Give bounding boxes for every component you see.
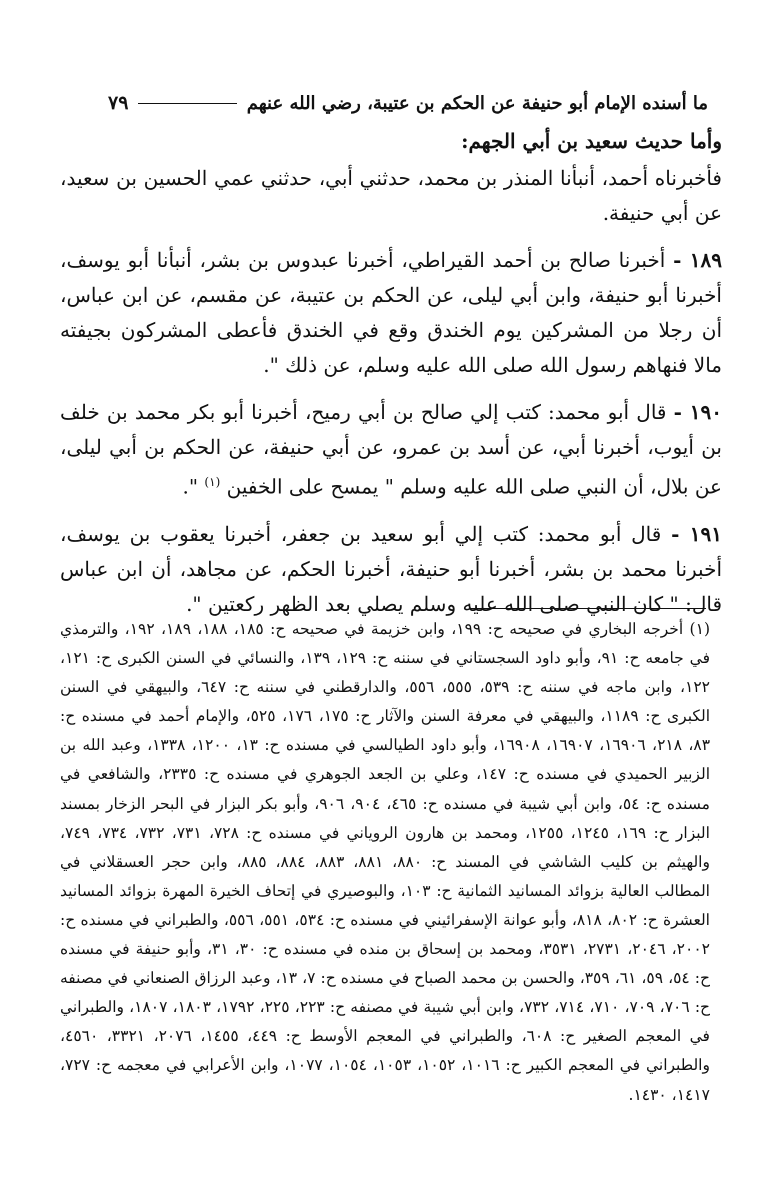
- footnote-section: [60, 615, 710, 1110]
- hadith-189: [60, 243, 722, 383]
- hadith-number: ١٨٩ -: [673, 248, 723, 272]
- footnote-text: (١) أخرجه البخاري في صحيحه ح: ١٩٩، وابن خزيمة في صحيحه ح: ١٨٥، ١٨٨، ١٨٩، ١٩٢، والترمذي في جامعه ح: ٩١، وأبو داود السجستاني في سننه ح: ١٢٩، ١٣٩، والنسائي في السنن الكبرى ح: ١٢١، ١٢٢، وابن ماجه في سننه ح: ٥٣٩، ٥٥٥، ٥٥٦، والدارقطني في سننه ح: ٦٤٧، والبيهقي في السنن الكبرى ح: ١١٨٩، والبيهقي في معرفة السنن والآثار ح: ١٧٥، ١٧٦، ٥٢٥، والإمام أحمد في مسنده ح: ٨٣، ٢١٨، ١٦٩٠٦، ١٦٩٠٧، ١٦٩٠٨، وأبو داود الطيالسي في مسنده ح: ١٣، ١٢٠٠، ١٣٣٨، وعبد الله بن الزبير الحميدي في مسنده ح: ١٤٧، وعلي بن الجعد الجوهري في مسنده ح: ٢٣٣٥، والشافعي في مسنده ح: ٥٤، وابن أبي شيبة في مسنده ح: ٤٦٥، ٩٠٤، ٩٠٦، وأبو بكر البزار في البحر الزخار بمسند البزار ح: ١٦٩، ١٢٤٥، ١٢٥٥، ومحمد بن هارون الروياني في مسنده ح: ٧٢٨، ٧٣١، ٧٣٢، ٧٣٤، ٧٤٩، والهيثم بن كليب الشاشي في المسند ح: ٨٨٠، ٨٨١، ٨٨٣، ٨٨٤، ٨٨٥، وابن حجر العسقلاني في المطالب العالية بزوائد المسانيد الثمانية ح: ١٠٣، والبوصيري في إتحاف الخيرة المهرة بزوائد المسانيد العشرة ح: ٨٠٢، ٨١٨، وأبو عوانة الإسفرائيني في مسنده ح: ٥٣٤، ٥٥١، ٥٥٦، والطبراني في مسنده ح: ٢٠٠٢، ٢٠٤٦، ٢٧٣١، ٣٥٣١، ومحمد بن إسحاق بن منده في مسنده ح: ٣٠، ٣١، وأبو حنيفة في مسنده ح: ٥٤، ٥٩، ٦١، ٣٥٩، والحسن بن محمد الصباح في مسنده ح: ٧، ١٣، وعبد الرزاق الصنعاني في مصنفه ح: ٧٠٦، ٧٠٩، ٧١٠، ٧١٤، ٧٣٢، وابن أبي شيبة في مصنفه ح: ٢٢٣، ٢٢٥، ١٧٩٢، ١٨٠٣، ١٨٠٧، والطبراني في المعجم الصغير ح: ٦٠٨، والطبراني في المعجم الأوسط ح: ٤٤٩، ١٤٥٥، ٢٠٧٦، ٣٣٢١، ٤٥٦٠، والطبراني في المعجم الكبير ح: ١٠١٦، ١٠٥٢، ١٠٥٣، ١٠٥٤، ١٠٧٧، وابن الأعرابي في معجمه ح: ٧٢٧، ١٤١٧، ١٤٣٠.: [60, 620, 711, 1104]
- footnote-ref[interactable]: (١): [204, 475, 221, 489]
- header-rule: [138, 103, 236, 104]
- hadith-text: أخبرنا صالح بن أحمد القيراطي، أخبرنا عبدوس بن بشر، أنبأنا أبو يوسف، أخبرنا أبو حنيفة، وابن أبي ليلى، عن الحكم بن عتيبة، عن مقسم، عن ابن عباس، أن رجلا من المشركين يوم الخندق وقع في الخندق فأعطى المشركون بجيفته مالا فنهاهم رسول الله صلى الله عليه وسلم، عن ذلك ".: [60, 248, 722, 377]
- main-text: [60, 124, 722, 634]
- hadith-number: ١٩٠ -: [673, 400, 722, 424]
- hadith-text-end: ".: [182, 474, 199, 499]
- running-title: ما أسنده الإمام أبو حنيفة عن الحكم بن عتيبة، رضي الله عنهم: [246, 92, 708, 114]
- footnote-divider: [470, 608, 706, 609]
- running-header: [108, 88, 708, 118]
- hadith-text: قال أبو محمد: كتب إلي أبو سعيد بن جعفر، أخبرنا يعقوب بن يوسف، أخبرنا محمد بن بشر، أخبرنا أبو حنيفة، أخبرنا الحكم، عن مجاهد، أن ابن عباس قال: " كان النبي صلى الله عليه وسلم يصلي بعد الظهر ركعتين ".: [60, 521, 723, 616]
- page-number: ٧٩: [108, 92, 129, 114]
- hadith-number: ١٩١ -: [671, 521, 723, 546]
- hadith-191: [60, 517, 722, 622]
- section-subheading: وأما حديث سعيد بن أبي الجهم:: [461, 129, 722, 153]
- hadith-text: قال أبو محمد: كتب إلي صالح بن أبي رميح، أخبرنا أبو بكر محمد بن خلف بن أيوب، أخبرنا أبي، عن أسد بن عمرو، عن أبي حنيفة، عن الحكم بن أبي ليلى، عن بلال، أن النبي صلى الله عليه وسلم " يمسح على الخفين: [60, 400, 722, 499]
- hadith-190: [60, 395, 722, 505]
- intro-paragraph: فأخبرناه أحمد، أنبأنا المنذر بن محمد، حدثني أبي، حدثني عمي الحسين بن سعيد، عن أبي حنيفة.: [60, 166, 722, 225]
